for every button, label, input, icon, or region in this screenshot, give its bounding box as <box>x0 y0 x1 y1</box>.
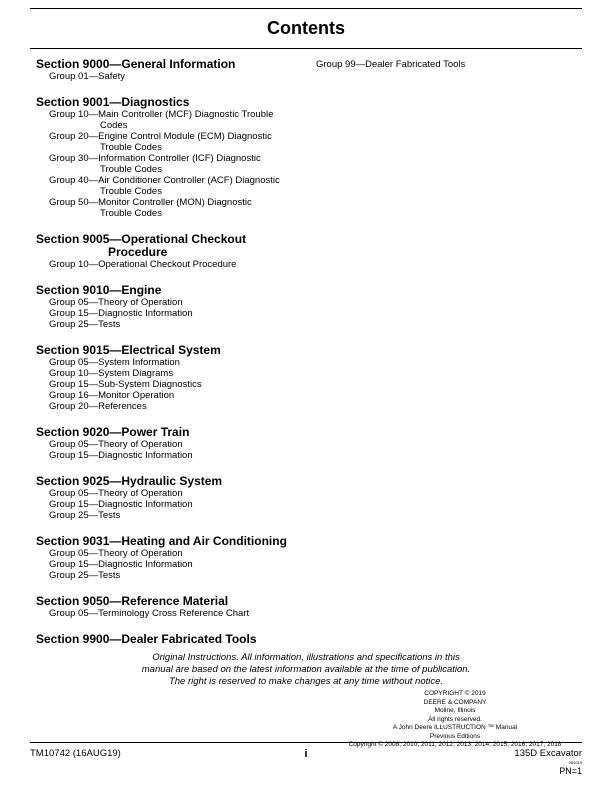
group-entry-text: Group 30—Information Controller (ICF) Diagnostic <box>49 153 261 164</box>
section-title <box>36 595 316 608</box>
copyright-line: COPYRIGHT © 2019 <box>424 690 486 697</box>
group-entry-text: Group 15—Sub-System Diagnostics <box>49 379 202 390</box>
group-entry-continuation: Trouble Codes <box>100 186 162 197</box>
section-title-text: Section 9015—Electrical System <box>36 343 221 357</box>
section-title-continuation: Procedure <box>108 245 168 259</box>
copyright-line: All rights reserved. <box>428 715 482 723</box>
toc-section <box>36 233 316 270</box>
group-entry-text: Group 10—Operational Checkout Procedure <box>49 259 237 270</box>
toc-group-entry <box>36 390 316 401</box>
section-title-text: Section 9031—Heating and Air Conditioning <box>36 534 287 548</box>
section-title <box>36 426 316 439</box>
toc-group-entry <box>36 357 316 368</box>
toc-section <box>36 475 316 521</box>
contents-right-column <box>316 58 576 71</box>
toc-group-entry <box>36 308 316 319</box>
footer-page-number: i <box>304 748 308 760</box>
copyright-line: Moline, Illinois <box>434 707 476 714</box>
toc-section <box>36 426 316 461</box>
group-entry-text: Group 05—Theory of Operation <box>49 488 183 499</box>
footer-rule <box>30 742 582 743</box>
group-entry-continuation: Codes <box>100 120 128 131</box>
notice-line: Original Instructions. All information, illustrations and specifications in this <box>152 652 460 663</box>
original-instructions-notice <box>60 652 552 688</box>
group-entry-text: Group 20—Engine Control Module (ECM) Diagnostic <box>49 131 272 142</box>
toc-group-entry <box>36 109 316 131</box>
toc-group-entry <box>36 368 316 379</box>
notice-line: The right is reserved to make changes at any time without notice. <box>168 676 444 687</box>
toc-group-entry <box>36 259 316 270</box>
section-title-text: Section 9020—Power Train <box>36 425 190 439</box>
toc-group-entry <box>36 379 316 390</box>
footer-pn: PN=1 <box>559 766 582 776</box>
group-entry-continuation: Trouble Codes <box>100 164 162 175</box>
group-entry-text: Group 10—Main Controller (MCF) Diagnostic Trouble <box>49 109 274 120</box>
section-title <box>36 96 316 109</box>
group-entry-text: Group 50—Monitor Controller (MON) Diagnostic <box>49 197 252 208</box>
group-entry-text: Group 05—Theory of Operation <box>49 439 183 450</box>
section-title-text: Section 9025—Hydraulic System <box>36 474 223 488</box>
group-entry-text: Group 15—Diagnostic Information <box>49 499 193 510</box>
group-entry-text: Group 25—Tests <box>49 570 121 581</box>
toc-section <box>36 595 316 619</box>
toc-group-entry <box>36 71 316 82</box>
contents-left-column <box>36 58 316 660</box>
toc-group-entry <box>36 175 316 197</box>
notice-line: manual are based on the latest information available at the time of publication. <box>141 664 471 675</box>
section-title <box>36 233 316 259</box>
section-title-text: Section 9010—Engine <box>36 283 162 297</box>
copyright-line: DEERE & COMPANY <box>423 698 487 706</box>
footer-date-code: 081019 <box>568 760 582 765</box>
toc-group-entry <box>36 559 316 570</box>
section-title <box>36 284 316 297</box>
toc-group-entry <box>36 401 316 412</box>
toc-group-entry <box>36 153 316 175</box>
toc-section <box>36 633 316 646</box>
footer-machine-name: 135D Excavator <box>514 748 582 759</box>
section-title-text: Section 9900—Dealer Fabricated Tools <box>36 632 257 646</box>
toc-section <box>36 535 316 581</box>
group-entry-text: Group 16—Monitor Operation <box>49 390 175 401</box>
group-entry-text: Group 15—Diagnostic Information <box>49 450 193 461</box>
toc-section <box>36 284 316 330</box>
group-entry-text: Group 20—References <box>49 401 147 412</box>
title-rule <box>30 48 582 49</box>
toc-group-entry: Group 99—Dealer Fabricated Tools <box>316 59 466 70</box>
copyright-block <box>300 690 610 750</box>
top-rule <box>30 8 582 9</box>
copyright-line: Copyright © 2008, 2010, 2011, 2012, 2013, 2014, 2015, 2016, 2017, 2018 <box>348 741 562 748</box>
section-title <box>36 535 316 548</box>
toc-group-entry <box>36 197 316 219</box>
toc-group-entry <box>36 499 316 510</box>
toc-group-entry <box>36 450 316 461</box>
group-entry-text: Group 05—System Information <box>49 357 180 368</box>
group-entry-text: Group 25—Tests <box>49 510 121 521</box>
group-entry-text: Group 25—Tests <box>49 319 121 330</box>
toc-group-entry <box>36 297 316 308</box>
toc-group-entry <box>36 488 316 499</box>
group-entry-text: Group 05—Theory of Operation <box>49 548 183 559</box>
toc-group-entry <box>36 439 316 450</box>
toc-group-entry <box>36 510 316 521</box>
toc-group-entry <box>36 319 316 330</box>
group-entry-text: Group 15—Diagnostic Information <box>49 308 193 319</box>
section-title <box>36 633 316 646</box>
section-title-text: Section 9050—Reference Material <box>36 594 229 608</box>
copyright-line: A John Deere ILLUSTRUCTION ™ Manual <box>392 724 518 731</box>
section-title <box>36 58 316 71</box>
copyright-line: Previous Editions <box>429 732 481 740</box>
toc-group-entry <box>36 570 316 581</box>
group-entry-text: Group 05—Terminology Cross Reference Chart <box>49 608 250 619</box>
section-title <box>36 475 316 488</box>
toc-group-entry <box>36 608 316 619</box>
toc-group-entry <box>36 548 316 559</box>
toc-group-entry <box>36 131 316 153</box>
group-entry-text: Group 40—Air Conditioner Controller (ACF) Diagnostic <box>49 175 280 186</box>
page-title: Contents <box>267 18 345 38</box>
footer-manual-id: TM10742 (16AUG19) <box>30 748 121 759</box>
group-entry-continuation: Trouble Codes <box>100 208 162 219</box>
group-entry-continuation: Trouble Codes <box>100 142 162 153</box>
section-title-text: Section 9005—Operational Checkout <box>36 232 247 246</box>
section-title-text: Section 9000—General Information <box>36 57 236 71</box>
toc-section <box>36 96 316 219</box>
group-entry-text: Group 10—System Diagrams <box>49 368 174 379</box>
group-entry-text: Group 01—Safety <box>49 71 126 82</box>
group-entry-text: Group 15—Diagnostic Information <box>49 559 193 570</box>
toc-section <box>36 344 316 412</box>
section-title <box>36 344 316 357</box>
group-entry-text: Group 05—Theory of Operation <box>49 297 183 308</box>
section-title-text: Section 9001—Diagnostics <box>36 95 190 109</box>
toc-section <box>36 58 316 82</box>
